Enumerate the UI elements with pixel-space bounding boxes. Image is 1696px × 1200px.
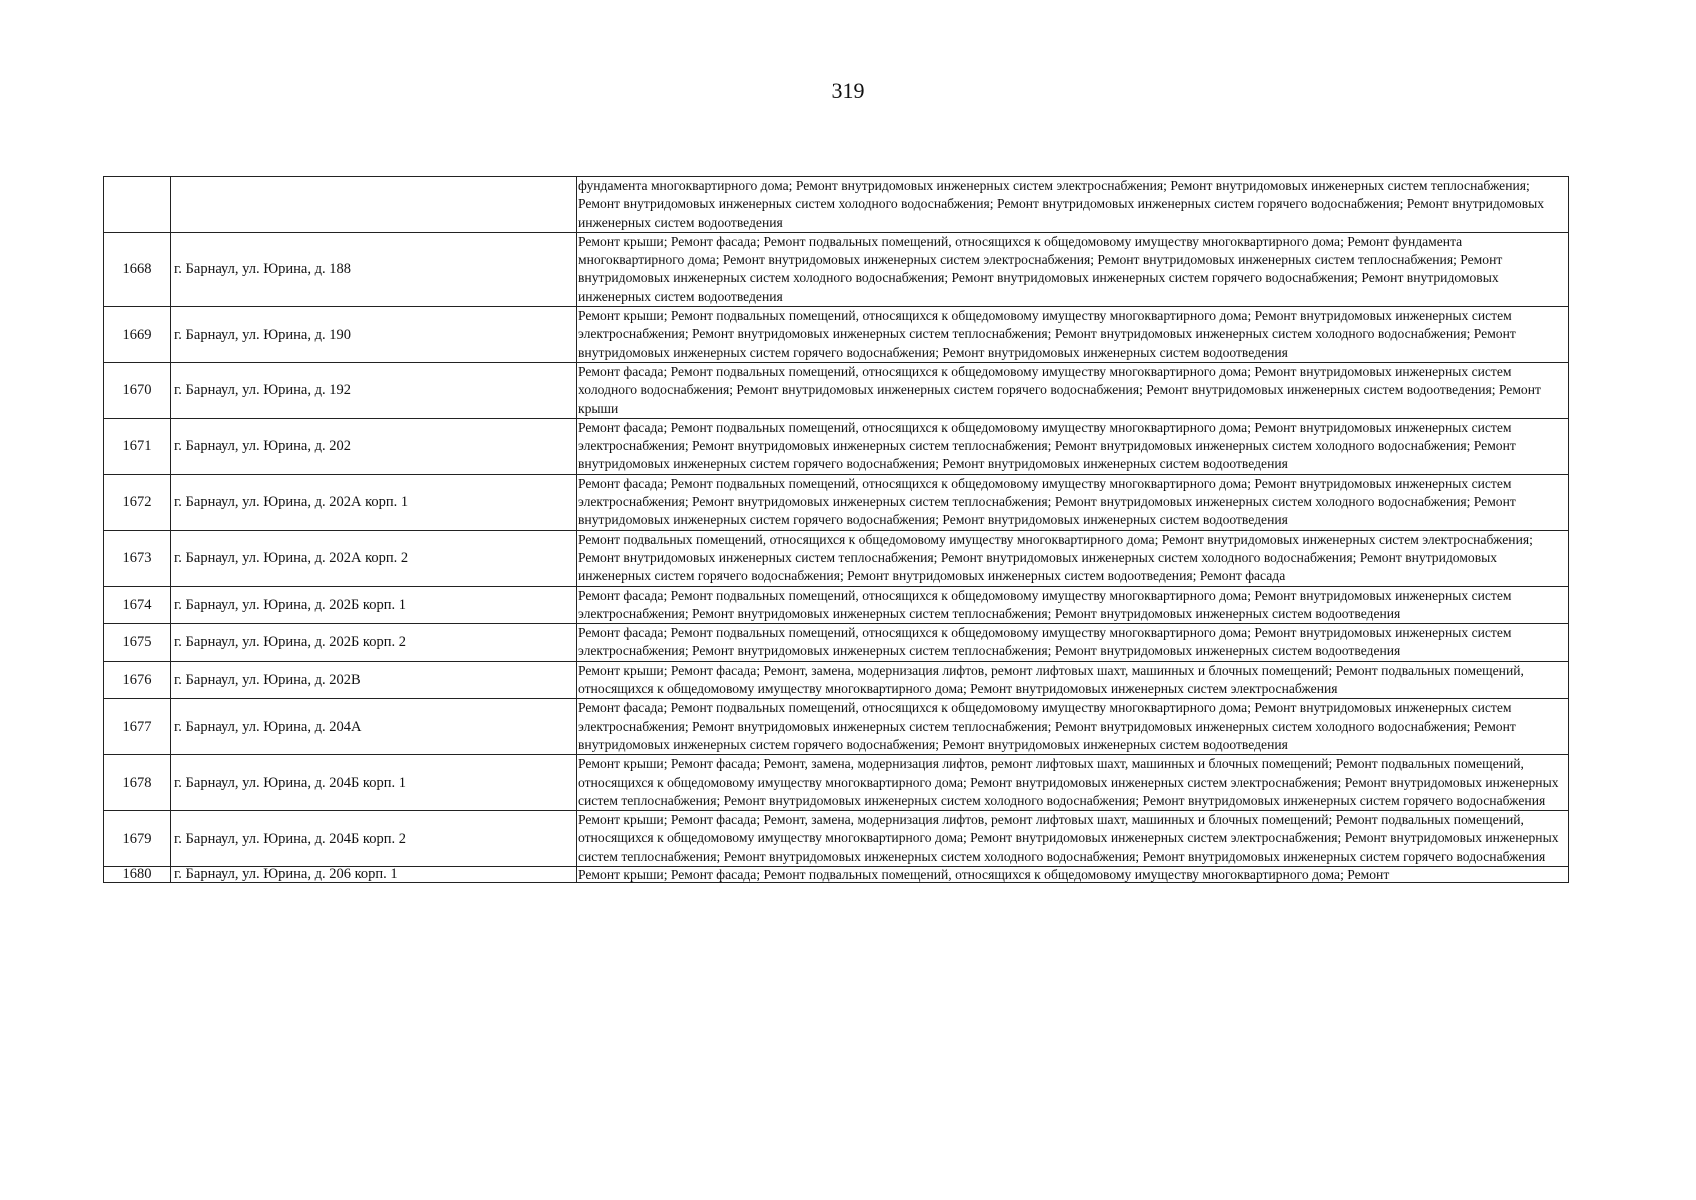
row-number: 1676	[104, 661, 171, 699]
table-row	[104, 811, 1569, 867]
row-number	[104, 177, 171, 233]
row-number: 1669	[104, 307, 171, 363]
row-address: г. Барнаул, ул. Юрина, д. 202	[171, 418, 577, 474]
row-number: 1672	[104, 474, 171, 530]
row-address: г. Барнаул, ул. Юрина, д. 206 корп. 1	[171, 866, 577, 882]
row-number: 1675	[104, 624, 171, 662]
row-works: фундамента многоквартирного дома; Ремонт внутридомовых инженерных систем электроснабжения; Ремонт внутридомовых инженерных систем теплоснабжения; Ремонт внутридомовых инженерных систем холодного водоснабжения; Ремонт внутридомовых инженерных систем горячего водоснабжения; Ремонт внутридомовых инженерных систем водоотведения	[577, 177, 1569, 233]
table-row	[104, 866, 1569, 882]
table-row	[104, 661, 1569, 699]
row-address: г. Барнаул, ул. Юрина, д. 202Б корп. 1	[171, 586, 577, 624]
row-works: Ремонт фасада; Ремонт подвальных помещений, относящихся к общедомовому имуществу многоквартирного дома; Ремонт внутридомовых инженерных систем холодного водоснабжения; Ремонт внутридомовых инженерных систем горячего водоснабжения; Ремонт внутридомовых инженерных систем водоотведения; Ремонт крыши	[577, 362, 1569, 418]
row-address: г. Барнаул, ул. Юрина, д. 192	[171, 362, 577, 418]
row-address: г. Барнаул, ул. Юрина, д. 188	[171, 232, 577, 306]
row-number: 1668	[104, 232, 171, 306]
table-row	[104, 755, 1569, 811]
row-address: г. Барнаул, ул. Юрина, д. 202В	[171, 661, 577, 699]
row-works: Ремонт фасада; Ремонт подвальных помещений, относящихся к общедомовому имуществу многоквартирного дома; Ремонт внутридомовых инженерных систем электроснабжения; Ремонт внутридомовых инженерных систем теплоснабжения; Ремонт внутридомовых инженерных систем холодного водоснабжения; Ремонт внутридомовых инженерных систем горячего водоснабжения; Ремонт внутридомовых инженерных систем водоотведения	[577, 418, 1569, 474]
table-row	[104, 586, 1569, 624]
row-works: Ремонт крыши; Ремонт фасада; Ремонт, замена, модернизация лифтов, ремонт лифтовых шахт, машинных и блочных помещений; Ремонт подвальных помещений, относящихся к общедомовому имуществу многоквартирного дома; Ремонт внутридомовых инженерных систем электроснабжения; Ремонт внутридомовых инженерных систем теплоснабжения; Ремонт внутридомовых инженерных систем холодного водоснабжения; Ремонт внутридомовых инженерных систем горячего водоснабжения	[577, 755, 1569, 811]
row-address	[171, 177, 577, 233]
row-works: Ремонт крыши; Ремонт подвальных помещений, относящихся к общедомовому имуществу многоквартирного дома; Ремонт внутридомовых инженерных систем электроснабжения; Ремонт внутридомовых инженерных систем теплоснабжения; Ремонт внутридомовых инженерных систем холодного водоснабжения; Ремонт внутридомовых инженерных систем горячего водоснабжения; Ремонт внутридомовых инженерных систем водоотведения	[577, 307, 1569, 363]
row-works: Ремонт крыши; Ремонт фасада; Ремонт, замена, модернизация лифтов, ремонт лифтовых шахт, машинных и блочных помещений; Ремонт подвальных помещений, относящихся к общедомовому имуществу многоквартирного дома; Ремонт внутридомовых инженерных систем электроснабжения; Ремонт внутридомовых инженерных систем теплоснабжения; Ремонт внутридомовых инженерных систем холодного водоснабжения; Ремонт внутридомовых инженерных систем горячего водоснабжения	[577, 811, 1569, 867]
row-works: Ремонт фасада; Ремонт подвальных помещений, относящихся к общедомовому имуществу многоквартирного дома; Ремонт внутридомовых инженерных систем электроснабжения; Ремонт внутридомовых инженерных систем теплоснабжения; Ремонт внутридомовых инженерных систем водоотведения	[577, 624, 1569, 662]
repair-works-table	[103, 176, 1569, 883]
table-row	[104, 362, 1569, 418]
row-address: г. Барнаул, ул. Юрина, д. 204Б корп. 2	[171, 811, 577, 867]
row-works: Ремонт фасада; Ремонт подвальных помещений, относящихся к общедомовому имуществу многоквартирного дома; Ремонт внутридомовых инженерных систем электроснабжения; Ремонт внутридомовых инженерных систем теплоснабжения; Ремонт внутридомовых инженерных систем водоотведения	[577, 586, 1569, 624]
row-number: 1673	[104, 530, 171, 586]
table-row	[104, 530, 1569, 586]
table-row	[104, 624, 1569, 662]
row-number: 1671	[104, 418, 171, 474]
row-address: г. Барнаул, ул. Юрина, д. 202Б корп. 2	[171, 624, 577, 662]
row-number: 1680	[104, 866, 171, 882]
table-row	[104, 177, 1569, 233]
row-works: Ремонт подвальных помещений, относящихся к общедомовому имуществу многоквартирного дома; Ремонт внутридомовых инженерных систем электроснабжения; Ремонт внутридомовых инженерных систем теплоснабжения; Ремонт внутридомовых инженерных систем холодного водоснабжения; Ремонт внутридомовых инженерных систем горячего водоснабжения; Ремонт внутридомовых инженерных систем водоотведения; Ремонт фасада	[577, 530, 1569, 586]
row-works: Ремонт крыши; Ремонт фасада; Ремонт подвальных помещений, относящихся к общедомовому имуществу многоквартирного дома; Ремонт	[577, 866, 1569, 882]
table-row	[104, 474, 1569, 530]
row-number: 1679	[104, 811, 171, 867]
row-address: г. Барнаул, ул. Юрина, д. 204А	[171, 699, 577, 755]
table-row	[104, 699, 1569, 755]
page-number: 319	[831, 78, 865, 103]
row-works: Ремонт фасада; Ремонт подвальных помещений, относящихся к общедомовому имуществу многоквартирного дома; Ремонт внутридомовых инженерных систем электроснабжения; Ремонт внутридомовых инженерных систем теплоснабжения; Ремонт внутридомовых инженерных систем холодного водоснабжения; Ремонт внутридомовых инженерных систем горячего водоснабжения; Ремонт внутридомовых инженерных систем водоотведения	[577, 474, 1569, 530]
row-number: 1670	[104, 362, 171, 418]
row-address: г. Барнаул, ул. Юрина, д. 190	[171, 307, 577, 363]
row-number: 1674	[104, 586, 171, 624]
table-row	[104, 232, 1569, 306]
row-address: г. Барнаул, ул. Юрина, д. 202А корп. 1	[171, 474, 577, 530]
row-number: 1678	[104, 755, 171, 811]
table-row	[104, 307, 1569, 363]
row-address: г. Барнаул, ул. Юрина, д. 202А корп. 2	[171, 530, 577, 586]
row-works: Ремонт фасада; Ремонт подвальных помещений, относящихся к общедомовому имуществу многоквартирного дома; Ремонт внутридомовых инженерных систем электроснабжения; Ремонт внутридомовых инженерных систем теплоснабжения; Ремонт внутридомовых инженерных систем холодного водоснабжения; Ремонт внутридомовых инженерных систем горячего водоснабжения; Ремонт внутридомовых инженерных систем водоотведения	[577, 699, 1569, 755]
row-works: Ремонт крыши; Ремонт фасада; Ремонт, замена, модернизация лифтов, ремонт лифтовых шахт, машинных и блочных помещений; Ремонт подвальных помещений, относящихся к общедомовому имуществу многоквартирного дома; Ремонт внутридомовых инженерных систем электроснабжения	[577, 661, 1569, 699]
row-number: 1677	[104, 699, 171, 755]
row-works: Ремонт крыши; Ремонт фасада; Ремонт подвальных помещений, относящихся к общедомовому имуществу многоквартирного дома; Ремонт фундамента многоквартирного дома; Ремонт внутридомовых инженерных систем электроснабжения; Ремонт внутридомовых инженерных систем теплоснабжения; Ремонт внутридомовых инженерных систем холодного водоснабжения; Ремонт внутридомовых инженерных систем горячего водоснабжения; Ремонт внутридомовых инженерных систем водоотведения	[577, 232, 1569, 306]
row-address: г. Барнаул, ул. Юрина, д. 204Б корп. 1	[171, 755, 577, 811]
table-row	[104, 418, 1569, 474]
